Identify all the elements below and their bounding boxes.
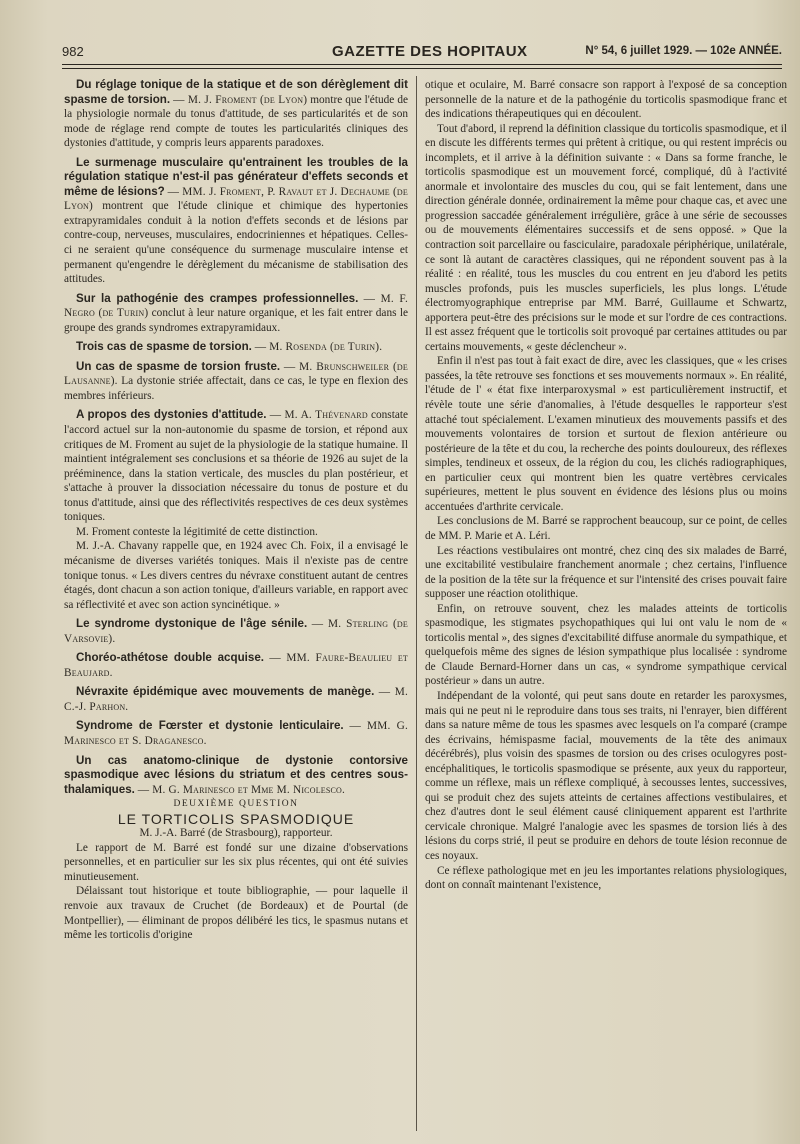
section-author: M. J.-A. Barré (de Strasbourg), rapporteur. <box>139 827 333 840</box>
entry-authors: — M. Sterling (de Varsovie). <box>64 618 408 645</box>
article-entry <box>64 539 408 612</box>
entry-title: Névraxite épidémique avec mouvements de manège. <box>76 685 375 699</box>
entry-text: La dystonie striée affectait, dans ce cas, le type en flexion des membres inférieurs. <box>64 375 408 402</box>
body-paragraph: otique et oculaire, M. Barré consacre son rapport à l'exposé de sa conception personnelle de la nature et de la pathogénie du torticolis spasmodique franc et des indications thérapeutiques qui en découlent. <box>425 79 787 121</box>
right-paragraphs <box>425 78 787 893</box>
entry-title: Sur la pathogénie des crampes professionnelles. <box>76 291 359 305</box>
left-column <box>64 78 408 943</box>
body-paragraph: Délaissant tout historique et toute bibliographie, — pour laquelle il renvoie aux travaux de Cruchet (de Bordeaux) et de Pourtal (de Montpellier), — éliminant de propos délibéré les tics, le spasmus nutans et même les torticolis d'origine <box>64 885 408 942</box>
entry-authors: — M. F. Negro (de Turin) <box>64 292 408 320</box>
column-divider <box>416 76 417 1131</box>
entry-text: montrent que l'étude clinique et chimique des hypertonies extrapyramidales conduit à la notion d'effets seconds et de lésions par contre-coup, nerveuses, musculaires, endocriniennes et hépatiques. Celles-ci ne seraient qu'une conséquence du surmenage musculaire intense et permanent qu'engendre le dérèglement du mécanisme de stabilisation des attitudes. <box>64 200 408 286</box>
body-paragraph: Enfin il n'est pas tout à fait exact de dire, avec les classiques, que « les crises passées, la tête retrouve ses fonctions et ses mouvements normaux ». En réalité, l'étude de l' « état fixe interparoxysmal » est particulièrement instructif, et révèle toute une série d'anomalies, à l'étude desquelles le rapporteur s'est attaché tout spécialement. L'examen minutieux des mouvements passifs et des mouvements volontaires de torsion et surtout de flexion antérieure ou postérieure de la tête et du cou, la recherche des points douloureux, des réflexes simples, tendineux et osseux, de la région du cou, les clichés radiographiques, en particulier ceux qui montrent bien les quatre vertèbres cervicales supérieures, mettent le plus souvent en évidence des lésions plus ou moins accentuées d'arthrite cervicale. <box>425 355 787 513</box>
body-paragraph: Le rapport de M. Barré est fondé sur une dizaine d'observations personnelles, et en particulier sur les six plus récentes, qui ont été suivies minutieusement. <box>64 841 408 883</box>
entry-authors: — M. C.-J. Parhon. <box>64 686 409 713</box>
article-entry <box>64 651 408 680</box>
right-column <box>425 78 787 893</box>
header-rule-thin <box>62 68 782 69</box>
article-entry <box>64 754 408 798</box>
article-entry <box>64 360 408 404</box>
article-entry <box>64 408 408 524</box>
entry-authors: — MM. Faure-Beaulieu et Beaujard. <box>64 652 408 679</box>
entry-authors: — MM. J. Froment, P. Ravaut et J. Dechaume (de Lyon) <box>64 185 408 213</box>
article-entry <box>64 78 408 151</box>
article-entry <box>64 292 408 336</box>
journal-title: GAZETTE DES HOPITAUX <box>332 43 528 60</box>
entry-authors: — M. Rosenda (de Turin). <box>254 341 383 354</box>
article-entry <box>64 685 408 714</box>
entry-paragraph: M. J.-A. Chavany rappelle que, en 1924 avec Ch. Foix, il a envisagé le mécanisme de diverses variétés toniques. Mais il n'existe pas de centre tonique tonus. « Les divers centres du névraxe constituent autant de centres étagés, dont chacun a son action tonique, d'ailleurs variable, en rapport avec sa réflectivité et avec son action syncinétique. » <box>64 540 408 611</box>
entry-authors: — M. J. Froment (de Lyon) <box>173 93 308 106</box>
article-entry <box>64 525 408 540</box>
entry-authors: — MM. G. Marinesco et S. Draganesco. <box>64 720 408 747</box>
body-paragraph: Enfin, on retrouve souvent, chez les malades atteints de torticolis spasmodique, les stigmates psychopathiques qui lui ont valu le nom de « torticolis mental », des signes d'excitabilité diffuse anormale du sympathique, et quelquefois même des signes de lésion sympathique plus localisée : syndrome de Claude Bernard-Horner dans un cas, « syndrome sympathique cervical postérieur » dans un autre. <box>425 602 787 688</box>
body-paragraph: Les réactions vestibulaires ont montré, chez cinq des six malades de Barré, une excitabilité vestibulaire franchement anormale ; chez certains, l'influence de la position de la tête sur la fréquence et sur l'intensité des crises pouvait faire supposer une réaction otolithique. <box>425 544 787 601</box>
body-paragraph: Tout d'abord, il reprend la définition classique du torticolis spasmodique, et il en discute les différents termes qui prêtent à critique, ou qui restent imprécis ou incomplets, et il arrive à la définition suivante : « Dans sa forme franche, le torticolis spasmodique est un mouvement forcé, compliqué, dû à l'activité anormale et involontaire des muscles du cou, qui se fait lentement, dans une direction générale donnée, ordinairement la même pour chaque cas, et avec une progression saccadée généralement irrégulière, grâce à une série de secousses ou de mouvements élémentaires successifs et de sens opposé. » Que la contraction soit parcellaire ou fasciculaire, paradoxale périphérique, unilatérale, ce sont là autant de caractères classiques, qui ne répondent souvent pas à la réalité : en réalité, tous les muscles du cou entrent en jeu d'abord les petits muscles profonds, puis les muscles superficiels, les plus longs. L'étude électromyographique entreprise par MM. Barré, Guillaume et Schwartz, apportera peut-être des précisions sur le mode et sur l'ordre de ces contractions. Il est assez fréquent que le torticolis soit provoqué par certaines attitudes ou par certains mouvements, « geste déclencheur ». <box>425 122 787 353</box>
entry-text: constate l'accord actuel sur la non-autonomie du spasme de torsion, et répond aux critiques de M. Froment au sujet de la physiologie de la statique humaine. Il maintient intégralement ses conclusions et sa théorie de 1926 au sujet de la prééminence, dans la station verticale, des muscles du plan postérieur, et s'attache à prouver la dissociation nécessaire du tonus de posture et du tonus d'attitude, ainsi que des réflectivités respectives de ces deux systèmes toniques. <box>64 409 408 524</box>
section-number: DEUXIÈME QUESTION <box>173 799 299 810</box>
header-rule <box>62 64 782 65</box>
article-entry <box>64 719 408 748</box>
entry-title: Syndrome de Fœrster et dystonie lenticulaire. <box>76 719 344 733</box>
page-number: 982 <box>62 44 84 59</box>
entry-title: Un cas de spasme de torsion fruste. <box>76 359 281 373</box>
entry-title: Choréo-athétose double acquise. <box>76 651 264 665</box>
entry-title: Trois cas de spasme de torsion. <box>76 340 252 354</box>
body-paragraph: Indépendant de la volonté, qui peut sans doute en retarder les paroxysmes, mais qui ne peut ni le reproduire dans tous ses traits, ni l'enrayer, bien différent dans sa nature même de tous les spasmes avec lesquels on l'a comparé (crampe des écrivains, hémispasme facial, mouvements de la tête des animaux décérébrés), plus voisin des spasmes de torsion ou des crises oculogyres post-encéphalitiques, le torticolis spasmodique se présente, aux yeux du rapporteur, comme un réflexe, mais un réflexe compliqué, à secousses lentes, successives, qui se produit chez des sujets atteints de certaines affections vestibulaires, et chez d'autres dont le seul élément causé cliniquement apparent est l'arthrite cervicale chronique. Malgré l'analogie avec les spasmes de torsion liés à des lésions du corps strié, il peut se produire en dehors de toute lésion reconnue de ces noyaux. <box>425 689 787 862</box>
article-entry <box>64 340 408 355</box>
entry-title: Le syndrome dystonique de l'âge sénile. <box>76 617 308 631</box>
entry-title: Un cas anatomo-clinique de dystonie contorsive spasmodique avec lésions du striatum et des centres sous-thalamiques. <box>64 753 408 796</box>
body-paragraph: Les conclusions de M. Barré se rapprochent beaucoup, sur ce point, de celles de MM. P. Marie et A. Léri. <box>425 515 787 542</box>
entry-authors: — M. G. Marinesco et Mme M. Nicolesco. <box>137 783 346 796</box>
body-paragraph: Ce réflexe pathologique met en jeu les importantes relations physiologiques, dont on connaît maintenant l'existence, <box>425 864 787 892</box>
entry-text: conclut à leur nature organique, et les fait entrer dans le groupe des grands syndromes extrapyramidaux. <box>64 307 408 334</box>
article-entry <box>64 617 408 646</box>
section-title: LE TORTICOLIS SPASMODIQUE <box>117 810 355 827</box>
article-entry <box>64 156 408 287</box>
entry-paragraph: M. Froment conteste la légitimité de cette distinction. <box>76 525 318 538</box>
entry-title: A propos des dystonies d'attitude. <box>76 408 267 422</box>
left-entries <box>64 78 408 797</box>
left-after-paragraphs <box>64 841 408 943</box>
page-header <box>62 44 782 66</box>
entry-title: Du réglage tonique de la statique et de son dérèglement dit spasme de torsion. <box>64 78 408 106</box>
entry-text: montre que l'étude de la physiologie normale du tonus d'attitude, de ses particularités et de son mode de réglage rend compte de toutes les particularités cliniques des dystonies d'attitude, y compris leurs apparents paradoxes. <box>64 93 408 150</box>
entry-authors: — M. A. Thévenard <box>269 409 368 422</box>
entry-authors: — M. Brunschweiler (de Lausanne). <box>64 360 408 388</box>
entry-title: Le surmenage musculaire qu'entrainent les troubles de la régulation statique n'est-il pas générateur d'effets seconds et même de lésions? <box>64 155 408 198</box>
issue-info: N° 54, 6 juillet 1929. — 102e ANNÉE. <box>585 45 782 57</box>
